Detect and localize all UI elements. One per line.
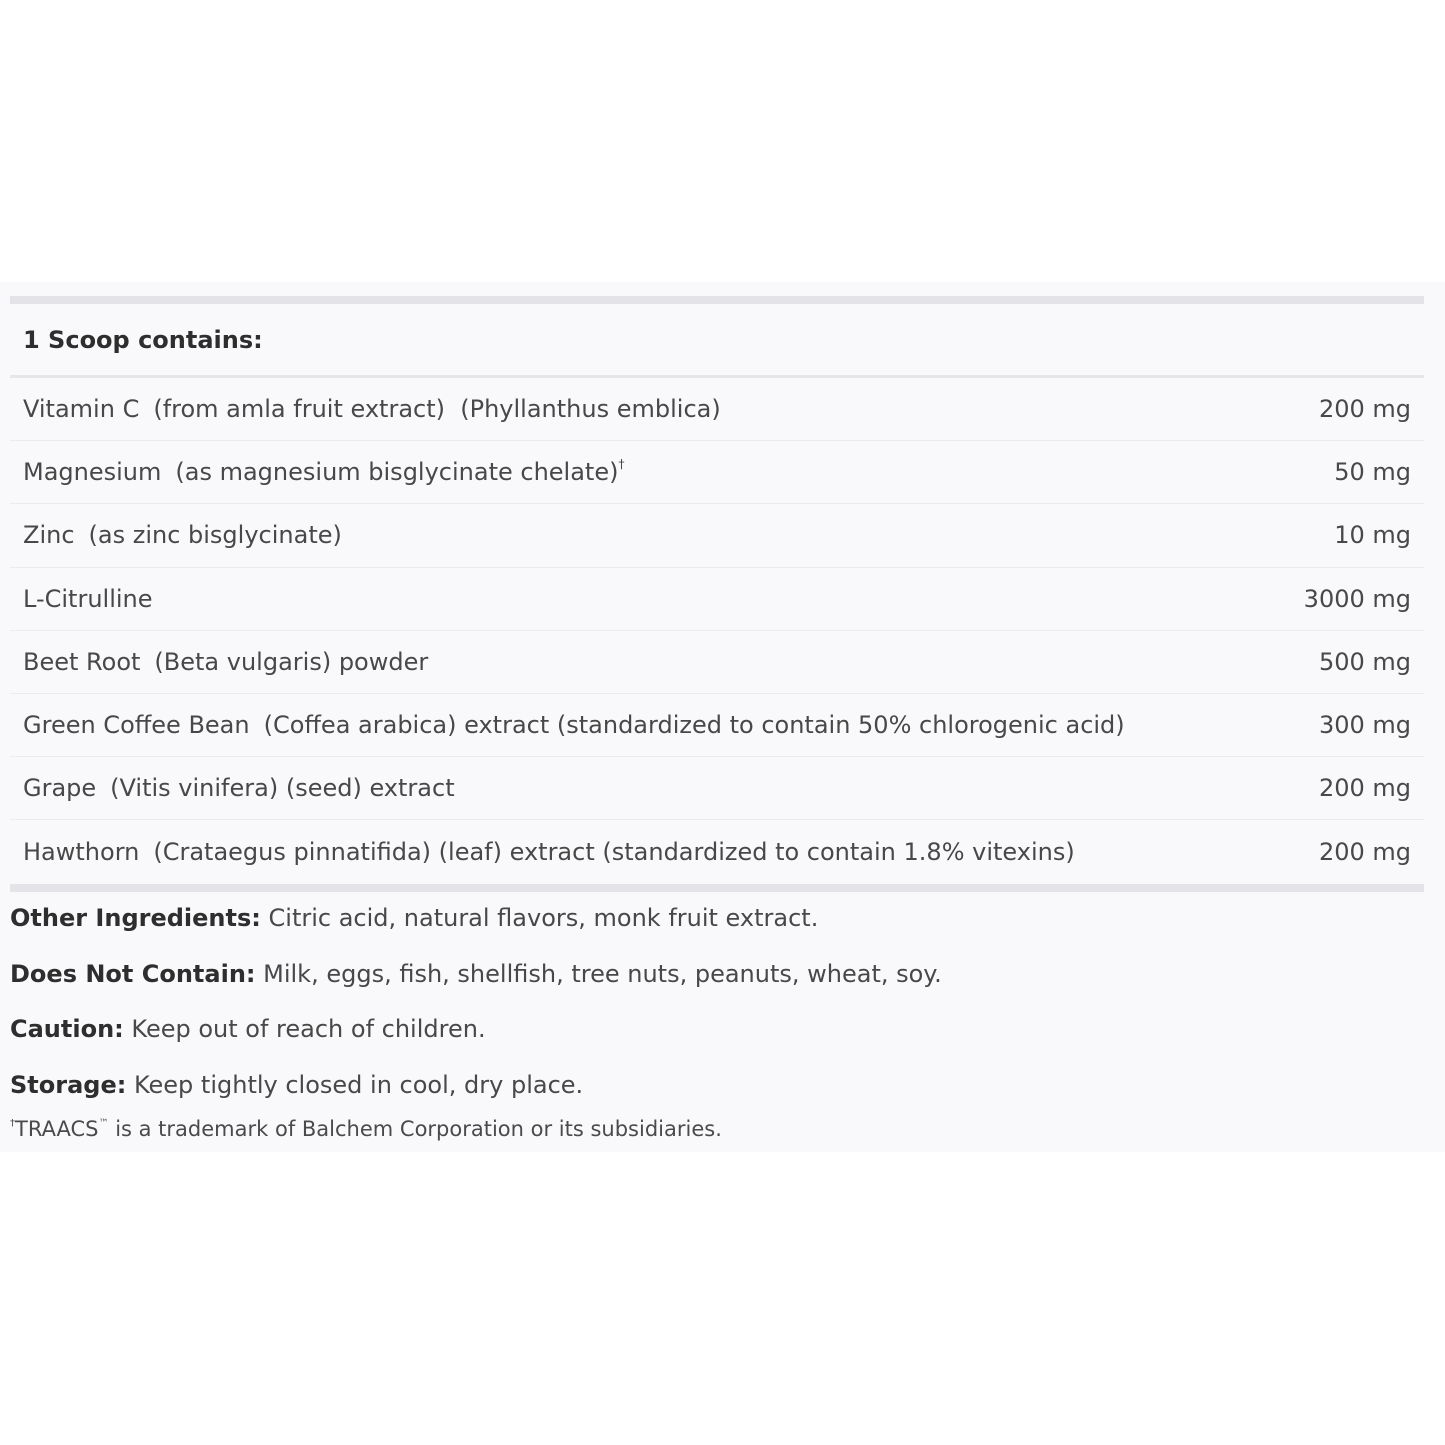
- note-line: [10, 952, 1430, 1008]
- supplement-facts-table: [10, 296, 1424, 892]
- note-text: Citric acid, natural flavors, monk fruit extract.: [268, 904, 819, 932]
- ingredient-label: [23, 395, 721, 423]
- ingredient-row: [10, 568, 1424, 631]
- note-text: Keep tightly closed in cool, dry place.: [133, 1071, 584, 1100]
- bottom-divider: [10, 884, 1424, 892]
- ingredient-row: [10, 757, 1424, 820]
- ingredient-row: [10, 631, 1424, 694]
- ingredient-label: [23, 458, 624, 486]
- ingredient-label: [23, 585, 153, 613]
- footnote-brand: TRAACS: [15, 1116, 99, 1141]
- ingredient-amount: 200 mg: [1318, 774, 1411, 803]
- note-label: Storage:: [10, 1071, 127, 1100]
- ingredient-description: (as zinc bisglycinate): [88, 521, 342, 550]
- ingredient-amount: 300 mg: [1318, 711, 1411, 740]
- ingredient-amount: 3000 mg: [1303, 584, 1411, 613]
- ingredient-row: [10, 694, 1424, 757]
- ingredient-row: [10, 820, 1424, 883]
- ingredient-name: Magnesium: [23, 458, 162, 487]
- note-line: [10, 896, 1430, 952]
- note-label: Caution:: [10, 1015, 124, 1044]
- ingredient-name: Green Coffee Bean: [23, 711, 250, 740]
- ingredient-name: Vitamin C: [23, 395, 140, 424]
- serving-header: 1 Scoop contains:: [10, 304, 1424, 378]
- trademark-symbol: ™: [98, 1117, 109, 1129]
- ingredient-label: [23, 521, 342, 549]
- ingredient-description: (Coffea arabica) extract (standardized to contain 50% chlorogenic acid): [263, 711, 1125, 740]
- note-list: [10, 896, 1430, 1119]
- ingredient-amount: 200 mg: [1318, 837, 1411, 866]
- note-line: [10, 1007, 1430, 1063]
- ingredient-list: [10, 378, 1424, 884]
- ingredient-label: [23, 774, 455, 802]
- label-notes: [10, 896, 1430, 1141]
- ingredient-row: [10, 378, 1424, 441]
- ingredient-amount: 500 mg: [1318, 647, 1411, 676]
- ingredient-name: L-Citrulline: [23, 584, 153, 613]
- ingredient-row: [10, 441, 1424, 504]
- footnote-mark: †: [10, 1117, 15, 1129]
- ingredient-name: Hawthorn: [23, 837, 140, 866]
- note-label: Other Ingredients:: [10, 904, 261, 932]
- note-label: Does Not Contain:: [10, 959, 256, 988]
- note-line: [10, 1063, 1430, 1119]
- ingredient-name: Grape: [23, 774, 97, 803]
- note-text: Milk, eggs, fish, shellfish, tree nuts, peanuts, wheat, soy.: [263, 959, 942, 988]
- ingredient-label: [23, 711, 1125, 739]
- footnote-text: is a trademark of Balchem Corporation or its subsidiaries.: [108, 1116, 722, 1141]
- ingredient-name: Zinc: [23, 521, 75, 550]
- ingredient-row: [10, 504, 1424, 567]
- top-divider: [10, 296, 1424, 304]
- ingredient-amount: 50 mg: [1334, 458, 1411, 487]
- footnote-marker: †: [618, 457, 625, 472]
- ingredient-label: [23, 648, 428, 676]
- ingredient-description: (Beta vulgaris) powder: [154, 647, 429, 676]
- ingredient-description: (Crataegus pinnatifida) (leaf) extract (standardized to contain 1.8% vitexins): [153, 837, 1075, 866]
- ingredient-label: [23, 838, 1075, 866]
- ingredient-amount: 10 mg: [1334, 521, 1411, 550]
- ingredient-amount: 200 mg: [1318, 395, 1411, 424]
- note-text: Keep out of reach of children.: [131, 1015, 486, 1044]
- trademark-footnote: [10, 1117, 1430, 1141]
- ingredient-description: (Vitis vinifera) (seed) extract: [110, 774, 455, 803]
- ingredient-description: (from amla fruit extract) (Phyllanthus emblica): [153, 395, 721, 424]
- ingredient-name: Beet Root: [23, 647, 141, 676]
- ingredient-description: (as magnesium bisglycinate chelate): [175, 458, 619, 487]
